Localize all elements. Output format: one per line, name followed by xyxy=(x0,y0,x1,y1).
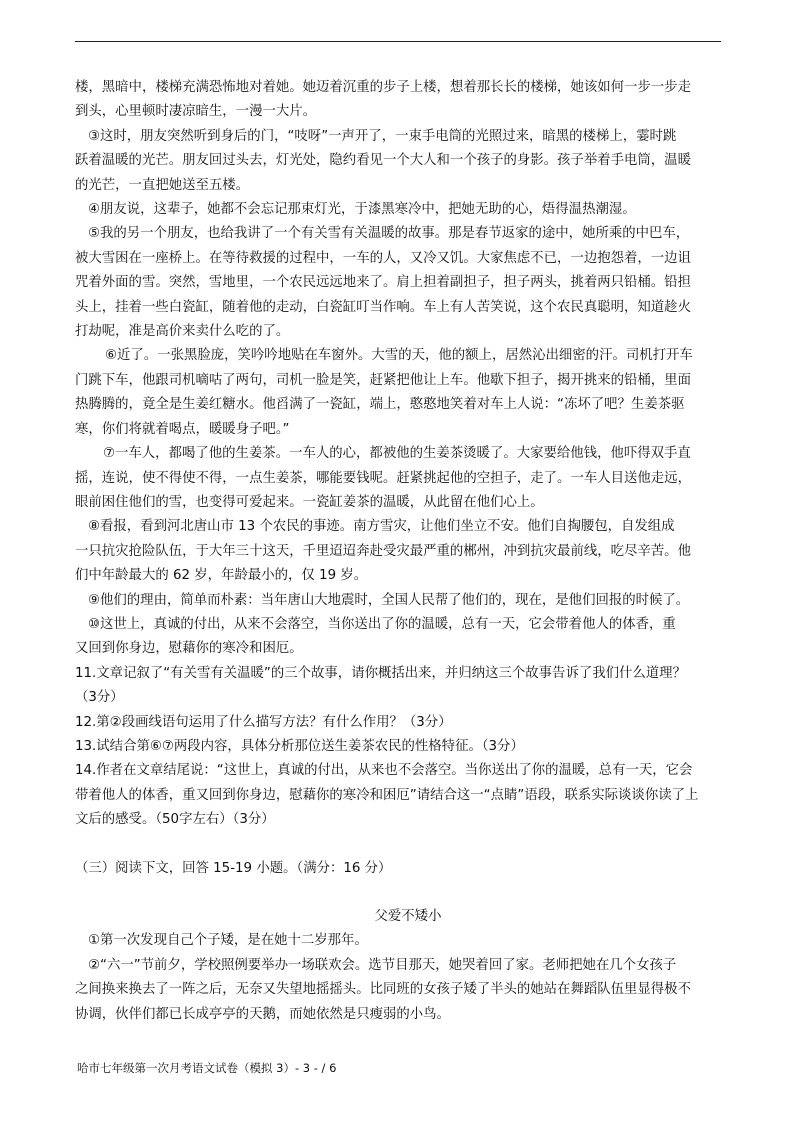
text-line: 热腾腾的，竟全是生姜红糖水。他舀满了一瓷缸，端上，憨憨地笑着对车上人说：“冻坏了吧？生姜茶驱 xyxy=(75,397,685,413)
text-line: 寒，你们将就着喝点，暖暖身子吧。” xyxy=(75,421,290,437)
section-spacer xyxy=(75,833,721,857)
question-13: 13.试结合第⑥⑦两段内容，具体分析那位送生姜茶农民的性格特征。（3分） xyxy=(75,738,524,754)
text-line: 到头，心里顿时凄凉暗生，一漫一大片。 xyxy=(75,104,317,120)
text-line: 跃着温暖的光芒。朋友回过头去，灯光处，隐约看见一个大人和一个孩子的身影。孩子举着手电筒，温暖 xyxy=(75,153,691,169)
page-body xyxy=(75,76,721,1027)
text-line: 一只抗灾抢险队伍，于大年三十这天，千里迢迢奔赴受灾最严重的郴州，冲到抗灾最前线，吃尽辛苦。他 xyxy=(75,543,691,559)
question-11: 11.文章记叙了“有关雪有关温暖”的三个故事，请你概括出来，并归纳这三个故事告诉了我们什么道理？ xyxy=(75,665,686,681)
text-line: 的光芒，一直把她送至五楼。 xyxy=(75,177,250,193)
text-line: 文后的感受。（50字左右）（3分） xyxy=(75,812,275,828)
page-footer: 哈市七年级第一次月考语文试卷（模拟 3）- 3 - / 6 xyxy=(77,1061,337,1075)
paragraph-6: ⑥近了。一张黑脸庞，笑吟吟地贴在车窗外。大雪的天，他的额上，居然沁出细密的汗。司机打开车 xyxy=(105,348,693,364)
section-heading: （三）阅读下文，回答 15-19 小题。（满分：16 分） xyxy=(75,860,392,876)
text-line: 楼，黑暗中，楼梯充满恐怖地对着她。她迈着沉重的步子上楼，想着那长长的楼梯，她该如何一步一步走 xyxy=(75,80,691,95)
text-line: 门跳下车，他跟司机嘀咕了两句，司机一脸是笑，赶紧把他让上车。他歇下担子，揭开挑来的铅桶，里面 xyxy=(75,372,691,388)
text-line: 咒着外面的雪。突然，雪地里，一个农民远远地来了。肩上担着副担子，担子两头，挑着两只铅桶。铅担 xyxy=(75,275,691,291)
text-line: 眼前困住他们的雪，也变得可爱起来。一瓷缸姜茶的温暖，从此留在他们心上。 xyxy=(75,494,544,510)
text-line: 摇，连说，使不得使不得，一点生姜茶，哪能要钱呢。赶紧挑起他的空担子，走了。一车人目送他走远， xyxy=(75,470,691,486)
text-line: 们中年龄最大的 62 岁，年龄最小的，仅 19 岁。 xyxy=(75,568,368,584)
section-spacer xyxy=(75,881,721,905)
question-12: 12.第②段画线语句运用了什么描写方法？有什么作用？（3分） xyxy=(75,714,452,730)
paragraph-1: ①第一次发现自己个子矮，是在她十二岁那年。 xyxy=(88,933,368,949)
article-title: 父爱不矮小 xyxy=(374,909,442,924)
paragraph-10: ⑩这世上，真诚的付出，从来不会落空，当你送出了你的温暖，总有一天，它会带着他人的体香，重 xyxy=(88,616,676,632)
text-line: 又回到你身边，慰藉你的寒冷和困厄。 xyxy=(75,641,303,657)
text-line: 头上，挂着一些白瓷缸，随着他的走动，白瓷缸叮当作响。车上有人苦笑说，这个农民真聪明，知道趁火 xyxy=(75,299,691,315)
question-11-score: （3分） xyxy=(75,690,124,706)
header-rule xyxy=(75,41,721,42)
text-line: 带着他人的体香，重又回到你身边，慰藉你的寒冷和困厄”请结合这一“点睛”语段，联系实际谈谈你读了上 xyxy=(75,787,699,803)
paragraph-2: ②“六一”节前夕，学校照例要举办一场联欢会。选节目那天，她哭着回了家。老师把她在几个女孩子 xyxy=(88,957,677,973)
text-line: 打劫呢，准是高价来卖什么吃的了。 xyxy=(75,324,290,340)
text-line: 之间换来换去了一阵之后，无奈又失望地摇摇头。比同班的女孩子矮了半头的她站在舞蹈队伍里显得极不 xyxy=(75,982,691,998)
paragraph-7: ⑦一车人，都喝了他的生姜茶。一车人的心，都被他的生姜茶烫暖了。大家要给他钱，他吓得双手直 xyxy=(103,446,691,462)
paragraph-4: ④朋友说，这辈子，她都不会忘记那束灯光，于漆黑寒冷中，把她无助的心，焐得温热潮湿。 xyxy=(88,202,636,218)
paragraph-5: ⑤我的另一个朋友，也给我讲了一个有关雪有关温暖的故事。那是春节返家的途中，她所乘的中巴车， xyxy=(88,226,690,242)
text-line: 协调，伙伴们都已长成亭亭的天鹅，而她依然是只瘦弱的小鸟。 xyxy=(75,1006,450,1022)
paragraph-3: ③这时，朋友突然听到身后的门，“吱呀”一声开了，一束手电筒的光照过来，暗黑的楼梯上，霎时跳 xyxy=(88,128,677,144)
question-14: 14.作者在文章结尾说：“这世上，真诚的付出，从来也不会落空。当你送出了你的温暖，总有一天，它会 xyxy=(75,763,693,779)
text-line: 被大雪困在一座桥上。在等待救援的过程中，一车的人，又冷又饥。大家焦虑不已，一边抱怨着，一边诅 xyxy=(75,250,691,266)
paragraph-8: ⑧看报，看到河北唐山市 13 个农民的事迹。南方雪灾，让他们坐立不安。他们自掏腰包，自发组成 xyxy=(88,519,675,535)
paragraph-9: ⑨他们的理由，简单而朴素：当年唐山大地震时，全国人民帮了他们的，现在，是他们回报的时候了。 xyxy=(88,592,690,608)
